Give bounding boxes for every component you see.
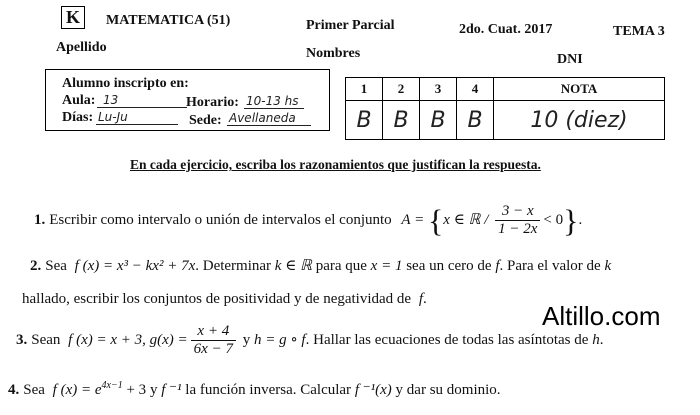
exercise-2-number: 2. [30, 258, 42, 274]
dias-handwritten: Lu-Ju [96, 110, 178, 125]
exercise-3-end: . [599, 331, 604, 348]
exercise-1-end: . [578, 211, 583, 228]
exercise-2-f: f [495, 258, 500, 274]
aula-label: Aula: [62, 93, 96, 108]
exercise-4-inverse-x: f ⁻¹(x) [354, 382, 392, 398]
exercise-1-number: 1. [34, 211, 46, 228]
exercise-4-f: f (x) = e [52, 382, 102, 398]
exercise-2-p2: . Determinar [195, 258, 272, 274]
fraction-denominator: 1 − 2x [498, 221, 538, 237]
dias-value [96, 110, 178, 125]
exercise-4-p1: Sea [23, 382, 45, 398]
grade-2: B [383, 101, 420, 140]
exercise-2-k: k [604, 258, 612, 274]
g-numerator: x + 4 [191, 323, 236, 341]
exercise-2-line-2-text: hallado, escribir los conjuntos de positividad y de negatividad de [22, 291, 412, 307]
exercise-3-p3: y [242, 331, 251, 348]
exercise-3 [16, 323, 603, 358]
horario-label: Horario: [186, 95, 239, 110]
exercise-2-k-set: k ∈ ℝ [274, 258, 312, 274]
exercise-4-exponent: 4x−1 [101, 380, 123, 391]
exercise-2-end: . [423, 291, 427, 307]
exercise-4-f-plus: + 3 [126, 382, 147, 398]
exercise-4-inverse: f ⁻¹ [161, 382, 182, 398]
instruction-text: En cada ejercicio, escriba los razonamientos que justifican la respuesta. [130, 157, 541, 172]
set-fraction [495, 203, 540, 238]
exercise-2-p4: sea un cero de [406, 258, 492, 274]
grade-3: B [420, 101, 457, 140]
grades-header-3: 3 [420, 78, 457, 101]
tema-letter-box: K [61, 6, 85, 29]
exercise-3-f: f (x) = x + 3 [68, 331, 143, 348]
exercise-2-p1: Sea [45, 258, 67, 274]
exercise-2-x-value: x = 1 [370, 258, 403, 274]
exercise-3-p4: . Hallar las ecuaciones de todas las asíntotas de [305, 331, 589, 348]
exercise-3-g-fraction [191, 323, 236, 358]
exercise-2 [30, 256, 611, 275]
g-denominator: 6x − 7 [193, 341, 233, 357]
aula-handwritten: 13 [97, 93, 187, 108]
subject-title: MATEMATICA (51) [106, 13, 231, 28]
grade-nota: 10 (diez) [494, 101, 665, 140]
horario-handwritten: 10-13 hs [244, 94, 304, 109]
exercise-3-p1: Sean [31, 331, 61, 348]
exercise-3-number: 3. [16, 331, 28, 348]
exercise-3-h: h = g ∘ f [253, 331, 306, 348]
exercise-1-text: Escribir como intervalo o unión de intervalos el conjunto [49, 211, 392, 228]
horario-value [244, 94, 304, 109]
exercise-4 [8, 380, 501, 399]
exercise-4-p2: y [149, 382, 158, 398]
info-title: Alumno inscripto en: [62, 76, 189, 91]
nombres-label: Nombres [306, 46, 361, 61]
grades-header-2: 2 [383, 78, 420, 101]
exercise-2-line-2 [22, 291, 427, 308]
grade-4: B [457, 101, 494, 140]
exercise-2-p3: para que [315, 258, 367, 274]
exercise-3-h-end: h [592, 331, 600, 348]
set-condition: x ∈ ℝ / [443, 211, 489, 228]
dias-label: Días: [62, 110, 94, 125]
exercise-2-p5: . Para el valor de [499, 258, 601, 274]
grades-header-1: 1 [346, 78, 383, 101]
exercise-4-number: 4. [8, 382, 20, 398]
watermark: Altillo.com [542, 301, 661, 331]
grades-table [345, 77, 665, 140]
apellido-label: Apellido [56, 40, 107, 55]
term-label: 2do. Cuat. 2017 [459, 22, 553, 37]
grade-1: B [346, 101, 383, 140]
exercise-3-g-lhs: g(x) = [149, 331, 188, 348]
fraction-numerator: 3 − x [495, 203, 540, 221]
right-brace: } [563, 202, 579, 239]
aula-value [97, 93, 187, 108]
exercise-3-p2: , [142, 331, 146, 348]
exercise-4-p3: la función inversa. Calcular [185, 382, 352, 398]
grades-header-nota: NOTA [494, 78, 665, 101]
left-brace: { [427, 202, 444, 239]
dni-label: DNI [557, 52, 583, 67]
exam-title: Primer Parcial [306, 18, 395, 33]
exercise-2-f-end: f [418, 291, 423, 307]
sede-value [227, 111, 311, 126]
sede-handwritten: Avellaneda [227, 111, 311, 126]
exercise-4-p4: y dar su dominio. [395, 382, 501, 398]
exercise-1 [34, 203, 582, 238]
set-name: A = [401, 211, 425, 228]
set-inequality: < 0 [543, 211, 564, 228]
exercise-2-function: f (x) = x³ − kx² + 7x [74, 258, 196, 274]
sede-label: Sede: [189, 113, 222, 128]
tema-label: TEMA 3 [613, 24, 665, 39]
grades-header-4: 4 [457, 78, 494, 101]
